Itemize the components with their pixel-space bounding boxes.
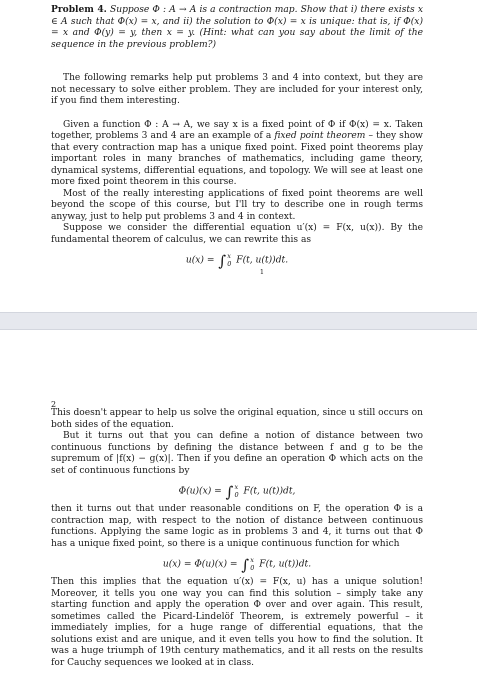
eq2-rhs: F(t, u(t))dt,	[243, 486, 296, 497]
eq1-rhs: F(t, u(t))dt.	[236, 255, 289, 266]
fixed-point-paragraph	[51, 120, 423, 189]
page-2-content	[51, 408, 423, 669]
eq2-lower: 0	[234, 491, 239, 499]
doesnt-help-paragraph: This doesn't appear to help us solve the original equation, since u still occurs on both sides of the equation.	[51, 408, 423, 430]
distance-paragraph: But it turns out that you can define a notion of distance between two continuous functions by defining the distance between f and g to be the supremum of |f(x) − g(x)|. Then if you define an operation Φ which acts on the set of continuous functions by	[51, 431, 423, 476]
eq2-upper: x	[234, 483, 239, 491]
page-separator	[0, 312, 477, 330]
page-1	[0, 0, 477, 312]
fixed-point-text-b: – they show that every contraction map has a unique fixed point. Fixed point theorems play important roles in many branches of mathematics, including game theory, dynamical systems, differential equations, and topology. We will see at least one more fixed point theorem in this course.	[51, 131, 423, 187]
conclusion-paragraph: Then this implies that the equation u′(x) = F(x, u) has a unique solution! Moreover, it tells you one way you can find this solution – simply take any starting function and apply the operation Φ over and over again. This result, sometimes called the Picard-Lindelöf Theorem, is extremely powerful – it immediately implies, for a huge range of differential equations, that the solutions exist and are unique, and it even tells you how to find the solution. It was a huge triumph of 19th century mathematics, and it all rests on the results for Cauchy sequences we looked at in class.	[51, 577, 423, 668]
eq3-upper: x	[250, 556, 254, 564]
reasonable-conditions-paragraph: then it turns out that under reasonable conditions on F, the operation Φ is a contraction map, with respect to the notion of distance between continuous functions. Applying the same logic as in problems 3 and 4, it turns out that Φ has a unique fixed point, so there is a unique continuous function for which	[51, 504, 423, 549]
equation-1	[51, 252, 423, 279]
suppose-paragraph: Suppose we consider the differential equation u′(x) = F(x, u(x)). By the fundamental theorem of calculus, we can rewrite this as	[51, 223, 423, 245]
eq3-limits	[250, 556, 254, 572]
eq2-lhs: Φ(u)(x) =	[178, 486, 222, 497]
problem-label: Problem 4.	[51, 4, 107, 15]
eq1-limits	[227, 252, 231, 268]
eq1-number: 1	[259, 268, 265, 276]
integral-sign-icon: ∫	[218, 251, 227, 270]
eq1-lhs: u(x) =	[185, 255, 215, 266]
page-1-content	[51, 4, 423, 284]
problem-text: Suppose Φ : A → A is a contraction map. Show that i) there exists x ∈ A such that Φ(x) = x, and ii) the solution to Φ(x) = x is unique: that is, if Φ(x) = x and Φ(y) = y, then x = y. (Hint: what can you say about the limit of the sequence in the previous problem?)	[51, 5, 423, 50]
eq3-rhs: F(t, u(t))dt.	[259, 559, 312, 570]
fixed-point-theorem-term: fixed point theorem	[274, 131, 366, 141]
remarks-paragraph: The following remarks help put problems 3 and 4 into context, but they are not necessary to solve either problem. They are included for your interest only, if you find them interesting.	[51, 73, 423, 106]
page-2	[0, 330, 477, 700]
problem-4	[51, 4, 423, 51]
eq1-lower: 0	[227, 260, 232, 268]
fixed-point-text-a: Given a function Φ : A → A, we say x is a fixed point of Φ if Φ(x) = x. Taken together, problems 3 and 4 are an example of a	[51, 119, 423, 141]
equation-3	[51, 556, 423, 572]
eq3-lower: 0	[250, 564, 255, 572]
eq1-upper: x	[227, 252, 231, 260]
equation-2	[51, 483, 423, 499]
eq2-limits	[235, 483, 239, 499]
integral-sign-icon: ∫	[241, 555, 250, 574]
eq3-lhs: u(x) = Φ(u)(x) =	[162, 559, 238, 570]
applications-paragraph: Most of the really interesting applications of fixed point theorems are well beyond the scope of this course, but I'll try to describe one in rough terms anyway, just to help put problems 3 and 4 in context.	[51, 188, 423, 222]
integral-sign-icon: ∫	[225, 482, 234, 501]
page-number: 2	[51, 400, 57, 409]
